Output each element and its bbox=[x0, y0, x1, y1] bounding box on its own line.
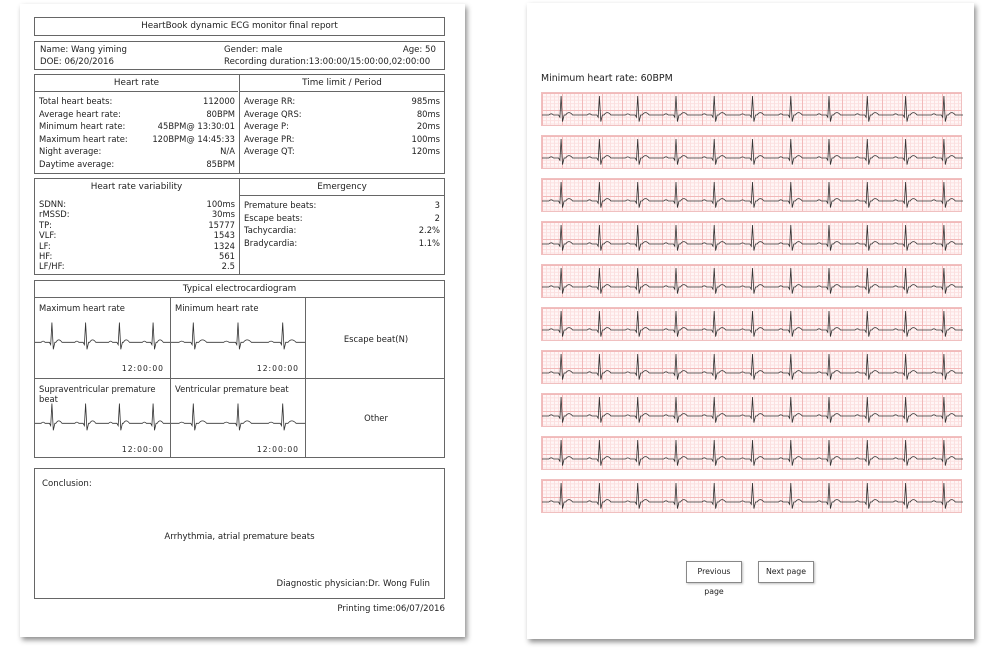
patient-doe: DOE: 06/20/2016 bbox=[40, 57, 114, 67]
ecg-waveform bbox=[542, 182, 963, 208]
typical-ecg-section bbox=[34, 280, 445, 458]
ecg-strip-trace bbox=[542, 480, 963, 514]
cell-title: Supraventricular premature beat bbox=[39, 384, 156, 404]
list-item: HF: 561 bbox=[39, 251, 235, 262]
ecg-waveform bbox=[542, 311, 963, 337]
ecg-strip bbox=[541, 350, 962, 384]
hrv-list bbox=[39, 199, 235, 272]
ecg-strip bbox=[541, 221, 962, 255]
list-item: LF/HF: 2.5 bbox=[39, 261, 235, 272]
ecg-waveform bbox=[542, 96, 963, 122]
ecg-cell-svpb bbox=[35, 379, 170, 459]
printing-time: Printing time:06/07/2016 bbox=[337, 604, 445, 614]
ecg-strip bbox=[541, 92, 962, 126]
ecg-strip bbox=[541, 393, 962, 427]
ecg-strip bbox=[541, 178, 962, 212]
list-item: Daytime average: 85BPM bbox=[39, 158, 235, 169]
emergency-header: Emergency bbox=[240, 179, 444, 196]
ecg-detail-page bbox=[527, 3, 974, 639]
list-item: VLF: 1543 bbox=[39, 230, 235, 241]
detail-title: Minimum heart rate: 60BPM bbox=[541, 73, 673, 84]
ecg-waveform bbox=[542, 268, 963, 294]
ecg-strip-trace bbox=[542, 308, 963, 342]
list-item: Average QT: 120ms bbox=[244, 146, 440, 156]
ecg-trace bbox=[35, 401, 170, 437]
ecg-strip-trace bbox=[542, 351, 963, 385]
list-item: rMSSD: 30ms bbox=[39, 209, 235, 220]
ecg-trace bbox=[171, 401, 305, 437]
conclusion-text: Arrhythmia, atrial premature beats bbox=[164, 532, 315, 542]
cell-title: Ventricular premature beat bbox=[175, 384, 289, 394]
ecg-strip bbox=[541, 307, 962, 341]
ecg-time: 12:00:00 bbox=[121, 445, 164, 454]
ecg-strip-trace bbox=[542, 265, 963, 299]
ecg-waveform bbox=[542, 354, 963, 380]
list-item: Night average: N/A bbox=[39, 146, 235, 156]
ecg-waveform bbox=[542, 225, 963, 251]
ecg-time: 12:00:00 bbox=[121, 364, 164, 373]
time-limit-list bbox=[244, 95, 440, 158]
list-item: Minimum heart rate: 45BPM@ 13:30:01 bbox=[39, 121, 235, 131]
ecg-time: 12:00:00 bbox=[256, 364, 299, 373]
ecg-waveform bbox=[171, 404, 305, 431]
ecg-waveform bbox=[35, 323, 170, 350]
cell-title: Other bbox=[364, 413, 388, 423]
list-item: Tachycardia: 2.2% bbox=[244, 225, 440, 235]
patient-gender: Gender: male bbox=[224, 45, 283, 55]
ecg-cell-vpb bbox=[171, 379, 305, 459]
list-item: Total heart beats: 112000 bbox=[39, 96, 235, 106]
list-item: Average PR: 100ms bbox=[244, 133, 440, 144]
typical-ecg-header: Typical electrocardiogram bbox=[35, 281, 444, 298]
ecg-waveform bbox=[542, 483, 963, 509]
patient-age: Age: 50 bbox=[402, 45, 436, 55]
time-limit-header: Time limit / Period bbox=[240, 75, 444, 92]
ecg-waveform bbox=[542, 397, 963, 423]
ecg-cell-escape-beat bbox=[306, 298, 446, 378]
list-item: LF: 1324 bbox=[39, 240, 235, 251]
list-item: Maximum heart rate: 120BPM@ 14:45:33 bbox=[39, 133, 235, 144]
ecg-strip-trace bbox=[542, 394, 963, 428]
ecg-strip-trace bbox=[542, 222, 963, 256]
ecg-trace bbox=[35, 320, 170, 356]
list-item: SDNN: 100ms bbox=[39, 199, 235, 209]
emergency-list bbox=[244, 199, 440, 249]
report-page bbox=[20, 4, 465, 637]
conclusion-label: Conclusion: bbox=[42, 479, 92, 489]
patient-name: Name: Wang yiming bbox=[40, 45, 127, 55]
heart-rate-section bbox=[34, 74, 445, 174]
ecg-cell-other bbox=[306, 379, 446, 459]
recording-duration: Recording duration:13:00:00/15:00:00,02:00:00 bbox=[224, 57, 431, 67]
next-page-button[interactable]: Next page bbox=[758, 561, 814, 583]
ecg-strip-trace bbox=[542, 93, 963, 127]
list-item: Average QRS: 80ms bbox=[244, 108, 440, 119]
cell-title: Escape beat(N) bbox=[343, 334, 409, 344]
ecg-cell-max-heart-rate bbox=[35, 298, 170, 378]
ecg-cell-min-heart-rate bbox=[171, 298, 305, 378]
list-item: Premature beats: 3 bbox=[244, 200, 440, 210]
hrv-header: Heart rate variability bbox=[90, 182, 183, 192]
hrv-section bbox=[34, 178, 445, 275]
ecg-waveform bbox=[542, 440, 963, 466]
heart-rate-header: Heart rate bbox=[35, 75, 238, 92]
list-item: Escape beats: 2 bbox=[244, 212, 440, 223]
list-item: Average RR: 985ms bbox=[244, 96, 440, 106]
ecg-time: 12:00:00 bbox=[256, 445, 299, 454]
heart-rate-list bbox=[39, 95, 235, 170]
ecg-strip-trace bbox=[542, 136, 963, 170]
ecg-waveform bbox=[35, 404, 170, 431]
diagnostic-physician: Diagnostic physician:Dr. Wong Fulin bbox=[276, 579, 430, 589]
ecg-waveform bbox=[171, 323, 305, 350]
list-item: TP: 15777 bbox=[39, 219, 235, 230]
ecg-strip bbox=[541, 135, 962, 169]
conclusion-box bbox=[34, 468, 445, 599]
report-title-box bbox=[34, 17, 445, 36]
list-item: Bradycardia: 1.1% bbox=[244, 237, 440, 248]
ecg-strip bbox=[541, 264, 962, 298]
ecg-strip bbox=[541, 436, 962, 470]
ecg-strip bbox=[541, 479, 962, 513]
list-item: Average heart rate: 80BPM bbox=[39, 108, 235, 119]
previous-page-button[interactable]: Previous page bbox=[686, 561, 742, 583]
ecg-waveform bbox=[542, 139, 963, 165]
cell-title: Minimum heart rate bbox=[175, 303, 259, 313]
patient-info-box bbox=[34, 41, 445, 70]
ecg-trace bbox=[171, 320, 305, 356]
ecg-strip-trace bbox=[542, 437, 963, 471]
cell-title: Maximum heart rate bbox=[39, 303, 125, 313]
ecg-strip-trace bbox=[542, 179, 963, 213]
list-item: Average P: 20ms bbox=[244, 121, 440, 131]
report-title: HeartBook dynamic ECG monitor final report bbox=[141, 21, 338, 31]
